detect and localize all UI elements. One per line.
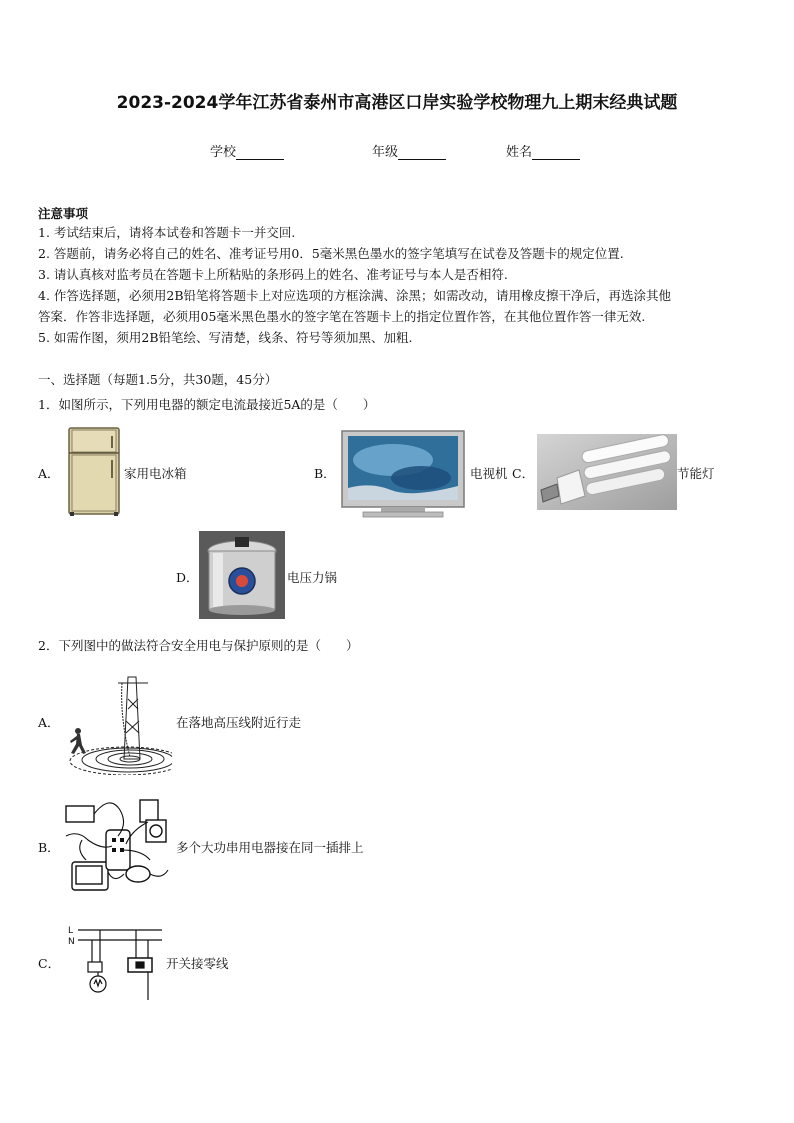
- television-icon: [341, 430, 465, 518]
- neutral-label: N: [68, 937, 75, 947]
- high-voltage-line-icon: [66, 669, 172, 775]
- q2-option-b-text: 多个大功串用电器接在同一插排上: [176, 840, 364, 855]
- q2-option-c-letter: C．: [38, 956, 61, 971]
- pressure-cooker-icon: [199, 531, 285, 619]
- note-item: 答案．作答非选择题，必须用05毫米黑色墨水的签字笔在答题卡上的指定位置作答，在其他位置作答一律无效.: [38, 309, 646, 324]
- q2-option-c-text: 开关接零线: [166, 956, 229, 971]
- note-item: 3. 请认真核对监考员在答题卡上所粘贴的条形码上的姓名、准考证号与本人是否相符.: [38, 267, 508, 282]
- name-label: 姓名: [506, 145, 533, 160]
- section-title: 一、选择题（每题1.5分，共30题，45分）: [38, 372, 278, 387]
- q1-option-b-text: 电视机: [470, 466, 508, 481]
- note-item: 4. 作答选择题，必须用2B铅笔将答题卡上对应选项的方框涂满、涂黑；如需改动，请用橡皮擦干净后，再选涂其他: [38, 288, 672, 303]
- school-label: 学校: [210, 145, 237, 160]
- q1-option-a-text: 家用电冰箱: [124, 466, 187, 481]
- energy-saving-lamp-icon: [537, 434, 677, 510]
- name-field: [506, 141, 580, 160]
- q1-option-c-letter: C．: [512, 466, 535, 481]
- q2-option-a-letter: A．: [38, 715, 60, 730]
- note-item: 1. 考试结束后，请将本试卷和答题卡一并交回.: [38, 225, 296, 240]
- q1-option-d-text: 电压力锅: [287, 570, 338, 585]
- grade-label: 年级: [372, 145, 399, 160]
- switch-circuit-icon: [62, 920, 168, 1004]
- question-2-stem: 2．下列图中的做法符合安全用电与保护原则的是（ ）: [38, 638, 359, 653]
- grade-field: [372, 141, 446, 160]
- name-blank: [532, 146, 580, 160]
- q1-option-a-letter: A．: [38, 466, 60, 481]
- school-blank: [236, 146, 284, 160]
- live-label: L: [68, 926, 74, 936]
- grade-blank: [398, 146, 446, 160]
- note-item: 5. 如需作图，须用2B铅笔绘、写清楚，线条、符号等须加黑、加粗.: [38, 330, 413, 345]
- q2-option-a-text: 在落地高压线附近行走: [176, 715, 302, 730]
- question-1-stem: 1．如图所示，下列用电器的额定电流最接近5A的是（ ）: [38, 397, 376, 412]
- q1-option-c-text: 节能灯: [677, 466, 715, 481]
- q1-option-d-letter: D．: [176, 570, 199, 585]
- overloaded-socket-icon: [62, 790, 174, 896]
- q2-option-b-letter: B．: [38, 840, 60, 855]
- page-title: 2023-2024学年江苏省泰州市高港区口岸实验学校物理九上期末经典试题: [116, 93, 678, 113]
- school-field: [210, 141, 284, 160]
- note-item: 2. 答题前，请务必将自己的姓名、准考证号用0．5毫米黑色墨水的签字笔填写在试卷及答题卡的规定位置.: [38, 246, 624, 261]
- q1-option-b-letter: B．: [314, 466, 336, 481]
- refrigerator-icon: [66, 426, 124, 518]
- notes-heading: 注意事项: [38, 206, 89, 221]
